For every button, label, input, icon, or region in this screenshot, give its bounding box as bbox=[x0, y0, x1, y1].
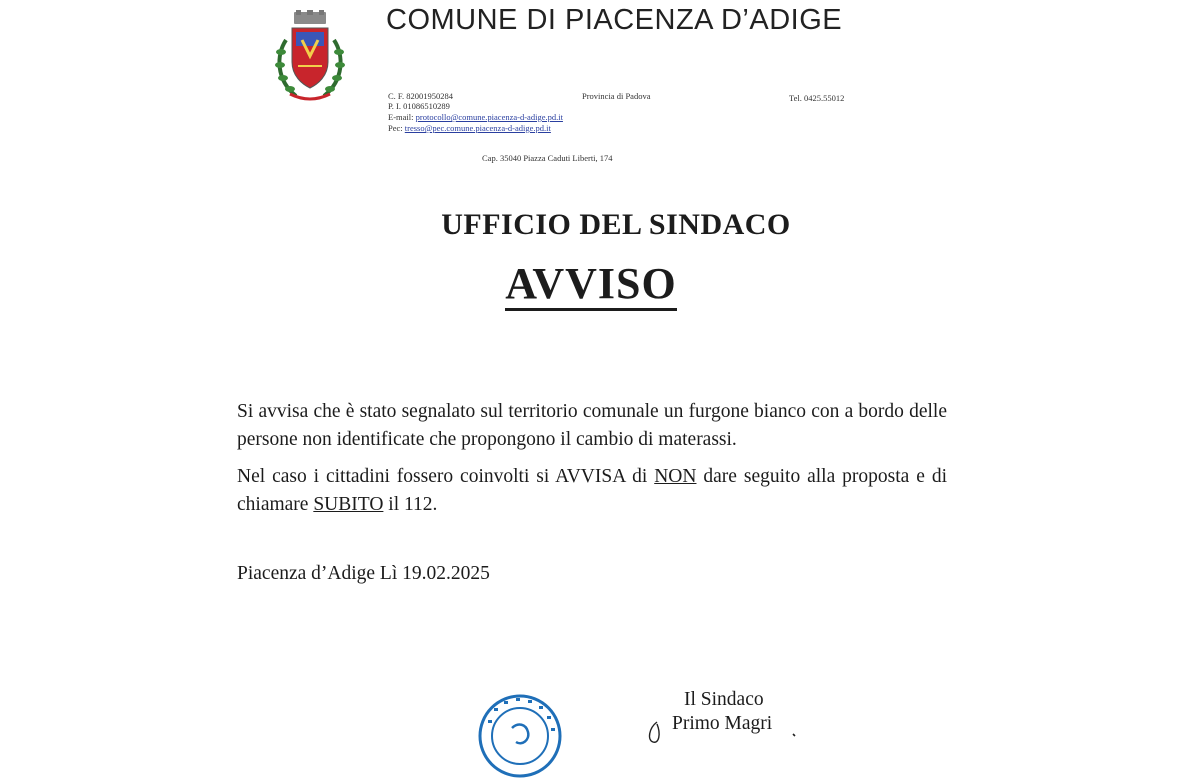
paragraph-2-part-1: Nel caso i cittadini fossero coinvolti si AVVISA di bbox=[237, 466, 655, 487]
pec-link[interactable]: tresso@pec.comune.piacenza-d-adige.pd.it bbox=[404, 123, 551, 133]
municipality-title: COMUNE DI PIACENZA D’ADIGE bbox=[386, 4, 843, 36]
emphasis-non: NON bbox=[654, 466, 697, 487]
pec-label: Pec: bbox=[388, 123, 403, 133]
emphasis-subito: SUBITO bbox=[313, 494, 384, 515]
telephone: Tel. 0425.55012 bbox=[789, 93, 845, 103]
email-label: E-mail: bbox=[388, 112, 414, 122]
vat-number: P. I. 01086510289 bbox=[388, 101, 450, 111]
signature-name: Primo Magri bbox=[672, 713, 773, 734]
notice-paragraph-1: Si avvisa che è stato segnalato sul territorio comunale un furgone bianco con a bordo delle persone non identificate che propongono il cambio di materassi. bbox=[237, 401, 947, 450]
paragraph-2-part-2: dare seguito alla proposta e di chiamare bbox=[237, 466, 947, 515]
place-date: Piacenza d’Adige Lì 19.02.2025 bbox=[237, 563, 490, 584]
address: Cap. 35040 Piazza Caduti Liberti, 174 bbox=[482, 153, 613, 163]
province: Provincia di Padova bbox=[582, 91, 651, 101]
handwritten-signature bbox=[645, 714, 805, 744]
pec-row bbox=[388, 123, 551, 133]
notice-title-text: AVVISO bbox=[505, 259, 676, 311]
email-link[interactable]: protocollo@comune.piacenza-d-adige.pd.it bbox=[415, 112, 563, 122]
office-heading: UFFICIO DEL SINDACO bbox=[441, 208, 791, 241]
coat-of-arms-logo bbox=[272, 10, 348, 106]
notice-paragraph-2 bbox=[237, 463, 947, 519]
notice-title bbox=[0, 258, 1182, 309]
email-row bbox=[388, 112, 563, 122]
signature-title: Il Sindaco bbox=[684, 689, 764, 710]
official-stamp-icon bbox=[478, 694, 562, 778]
fiscal-code: C. F. 82001950284 bbox=[388, 91, 453, 101]
paragraph-2-part-3: il 112. bbox=[383, 494, 438, 515]
